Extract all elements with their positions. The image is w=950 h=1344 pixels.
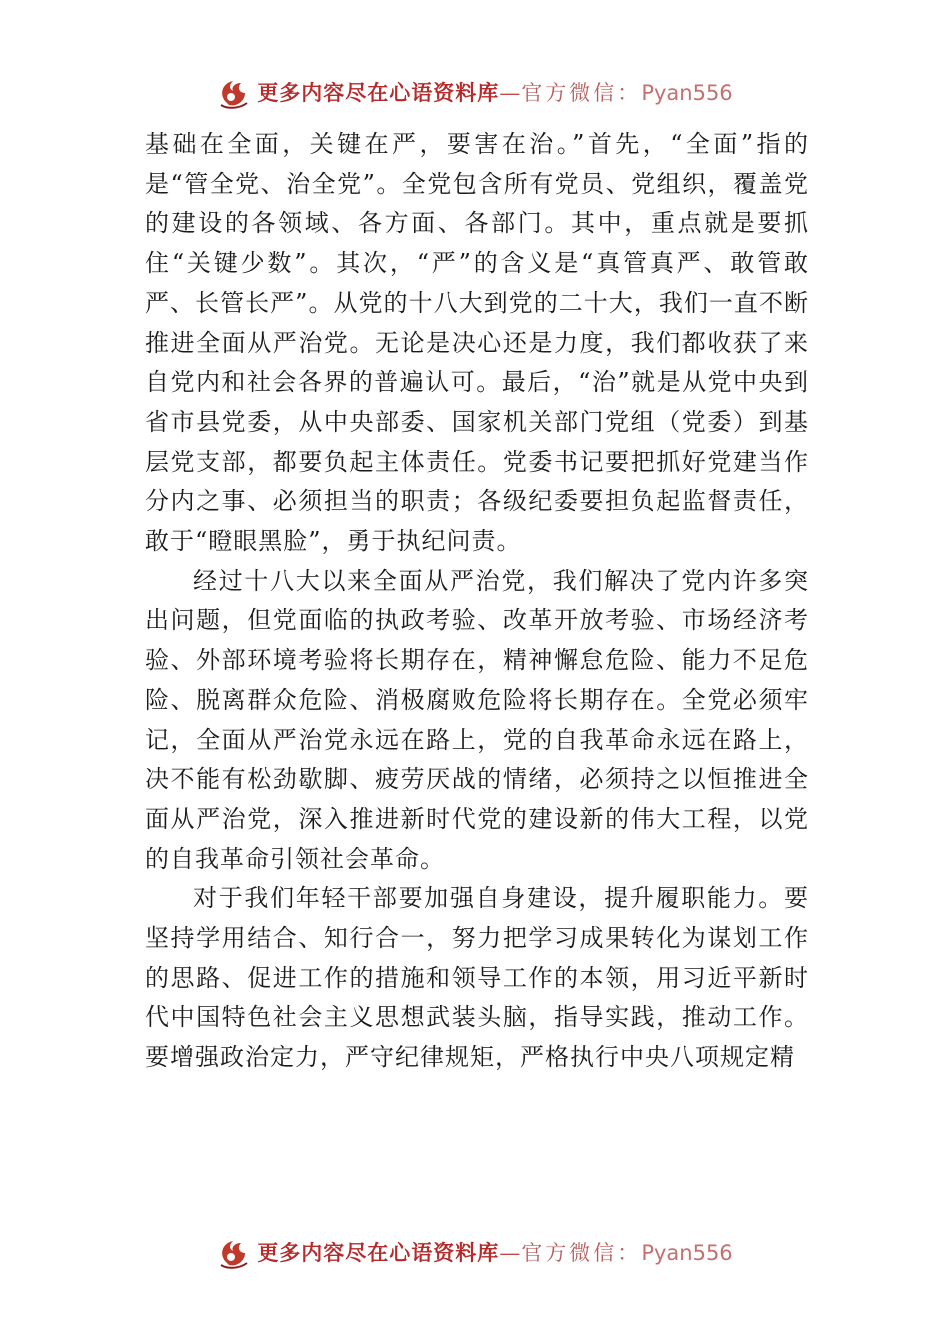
paragraph-1: 基础在全面，关键在严，要害在治。”首先，“全面”指的是“管全党、治全党”。全党包含所有党员、党组织，覆盖党的建设的各领域、各方面、各部门。其中，重点就是要抓住“关键少数”。其次，“严”的含义是“真管真严、敢管敢严、长管长严”。从党的十八大到党的二十大，我们一直不断推进全面从严治党。无论是决心还是力度，我们都收获了来自党内和社会各界的普遍认可。最后，“治”就是从党中央到省市县党委，从中央部委、国家机关部门党组（党委）到基层党支部，都要负起主体责任。党委书记要把抓好党建当作分内之事、必须担当的职责；各级纪委要担负起监督责任，敢于“瞪眼黑脸”，勇于执纪问责。 xyxy=(145,130,809,556)
paragraph-3: 对于我们年轻干部要加强自身建设，提升履职能力。要坚持学用结合、知行合一，努力把学习成果转化为谋划工作的思路、促进工作的措施和领导工作的本领，用习近平新时代中国特色社会主义思想武装头脑，指导实践，推动工作。要增强政治定力，严守纪律规矩，严格执行中央八项规定精 xyxy=(145,884,809,1072)
banner-wechat-id: Pyan556 xyxy=(641,81,733,105)
paragraph-2: 经过十八大以来全面从严治党，我们解决了党内许多突出问题，但党面临的执政考验、改革开放考验、市场经济考验、外部环境考验将长期存在，精神懈怠危险、能力不足危险、脱离群众危险、消极腐败危险将长期存在。全党必须牢记，全面从严治党永远在路上，党的自我革命永远在路上，决不能有松劲歇脚、疲劳厌战的情绪，必须持之以恒推进全面从严治党，深入推进新时代党的建设新的伟大工程，以党的自我革命引领社会革命。 xyxy=(145,566,809,873)
flame-swirl-logo-icon xyxy=(217,1235,251,1269)
banner-tagline xyxy=(257,77,732,107)
banner-wechat-id: Pyan556 xyxy=(641,1241,733,1265)
banner-separator: — xyxy=(499,1241,522,1265)
banner-main-text: 更多内容尽在心语资料库 xyxy=(257,80,500,105)
banner-wechat-label: 官方微信： xyxy=(521,81,642,105)
document-body xyxy=(145,125,809,1078)
header-banner xyxy=(0,72,950,112)
banner-tagline xyxy=(257,1237,732,1267)
banner-wechat-label: 官方微信： xyxy=(521,1241,642,1265)
flame-swirl-logo-icon xyxy=(217,75,251,109)
banner-main-text: 更多内容尽在心语资料库 xyxy=(257,1240,500,1265)
banner-separator: — xyxy=(499,81,522,105)
footer-banner xyxy=(0,1232,950,1272)
